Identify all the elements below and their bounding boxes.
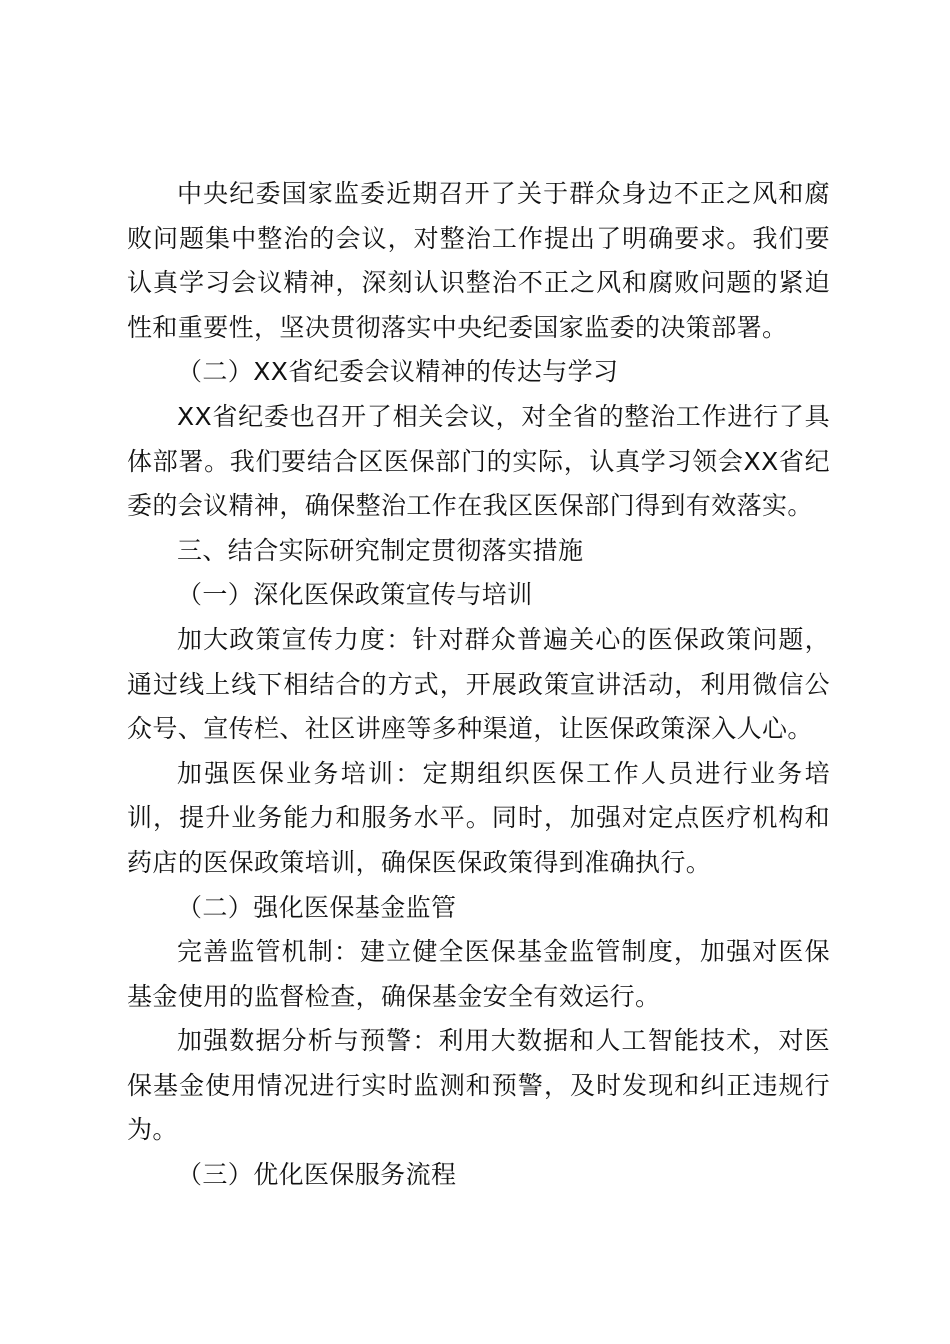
heading-policy-publicity-training: （一）深化医保政策宣传与培训 xyxy=(177,580,533,610)
paragraph-provincial-deployment: XX省纪委也召开了相关会议，对全省的整治工作进行了具体部署。我们要结合区医保部门的实际，认真学习领会XX省纪委的会议精神，确保整治工作在我区医保部门得到有效落实。 xyxy=(127,401,830,521)
paragraph-business-training: 加强医保业务培训：定期组织医保工作人员进行业务培训，提升业务能力和服务水平。同时，加强对定点医疗机构和药店的医保政策培训，确保医保政策得到准确执行。 xyxy=(127,758,830,877)
paragraph-data-analysis-warning: 加强数据分析与预警：利用大数据和人工智能技术，对医保基金使用情况进行实时监测和预警，及时发现和纠正违规行为。 xyxy=(127,1026,830,1145)
heading-fund-supervision: （二）强化医保基金监管 xyxy=(177,892,457,922)
paragraph-central-commission-meeting: 中央纪委国家监委近期召开了关于群众身边不正之风和腐败问题集中整治的会议，对整治工作提出了明确要求。我们要认真学习会议精神，深刻认识整治不正之风和腐败问题的紧迫性和重要性，坚决贯彻落实中央纪委国家监委的决策部署。 xyxy=(127,179,830,342)
paragraph-policy-publicity: 加大政策宣传力度：针对群众普遍关心的医保政策问题，通过线上线下相结合的方式，开展政策宣讲活动，利用微信公众号、宣传栏、社区讲座等多种渠道，让医保政策深入人心。 xyxy=(127,624,830,744)
heading-service-process: （三）优化医保服务流程 xyxy=(177,1160,457,1190)
paragraph-supervision-mechanism: 完善监管机制：建立健全医保基金监管制度，加强对医保基金使用的监督检查，确保基金安全有效运行。 xyxy=(127,937,830,1011)
heading-section-three-measures: 三、结合实际研究制定贯彻落实措施 xyxy=(177,535,584,565)
document-body xyxy=(127,172,830,1198)
heading-provincial-meeting-study: （二）XX省纪委会议精神的传达与学习 xyxy=(177,357,619,387)
